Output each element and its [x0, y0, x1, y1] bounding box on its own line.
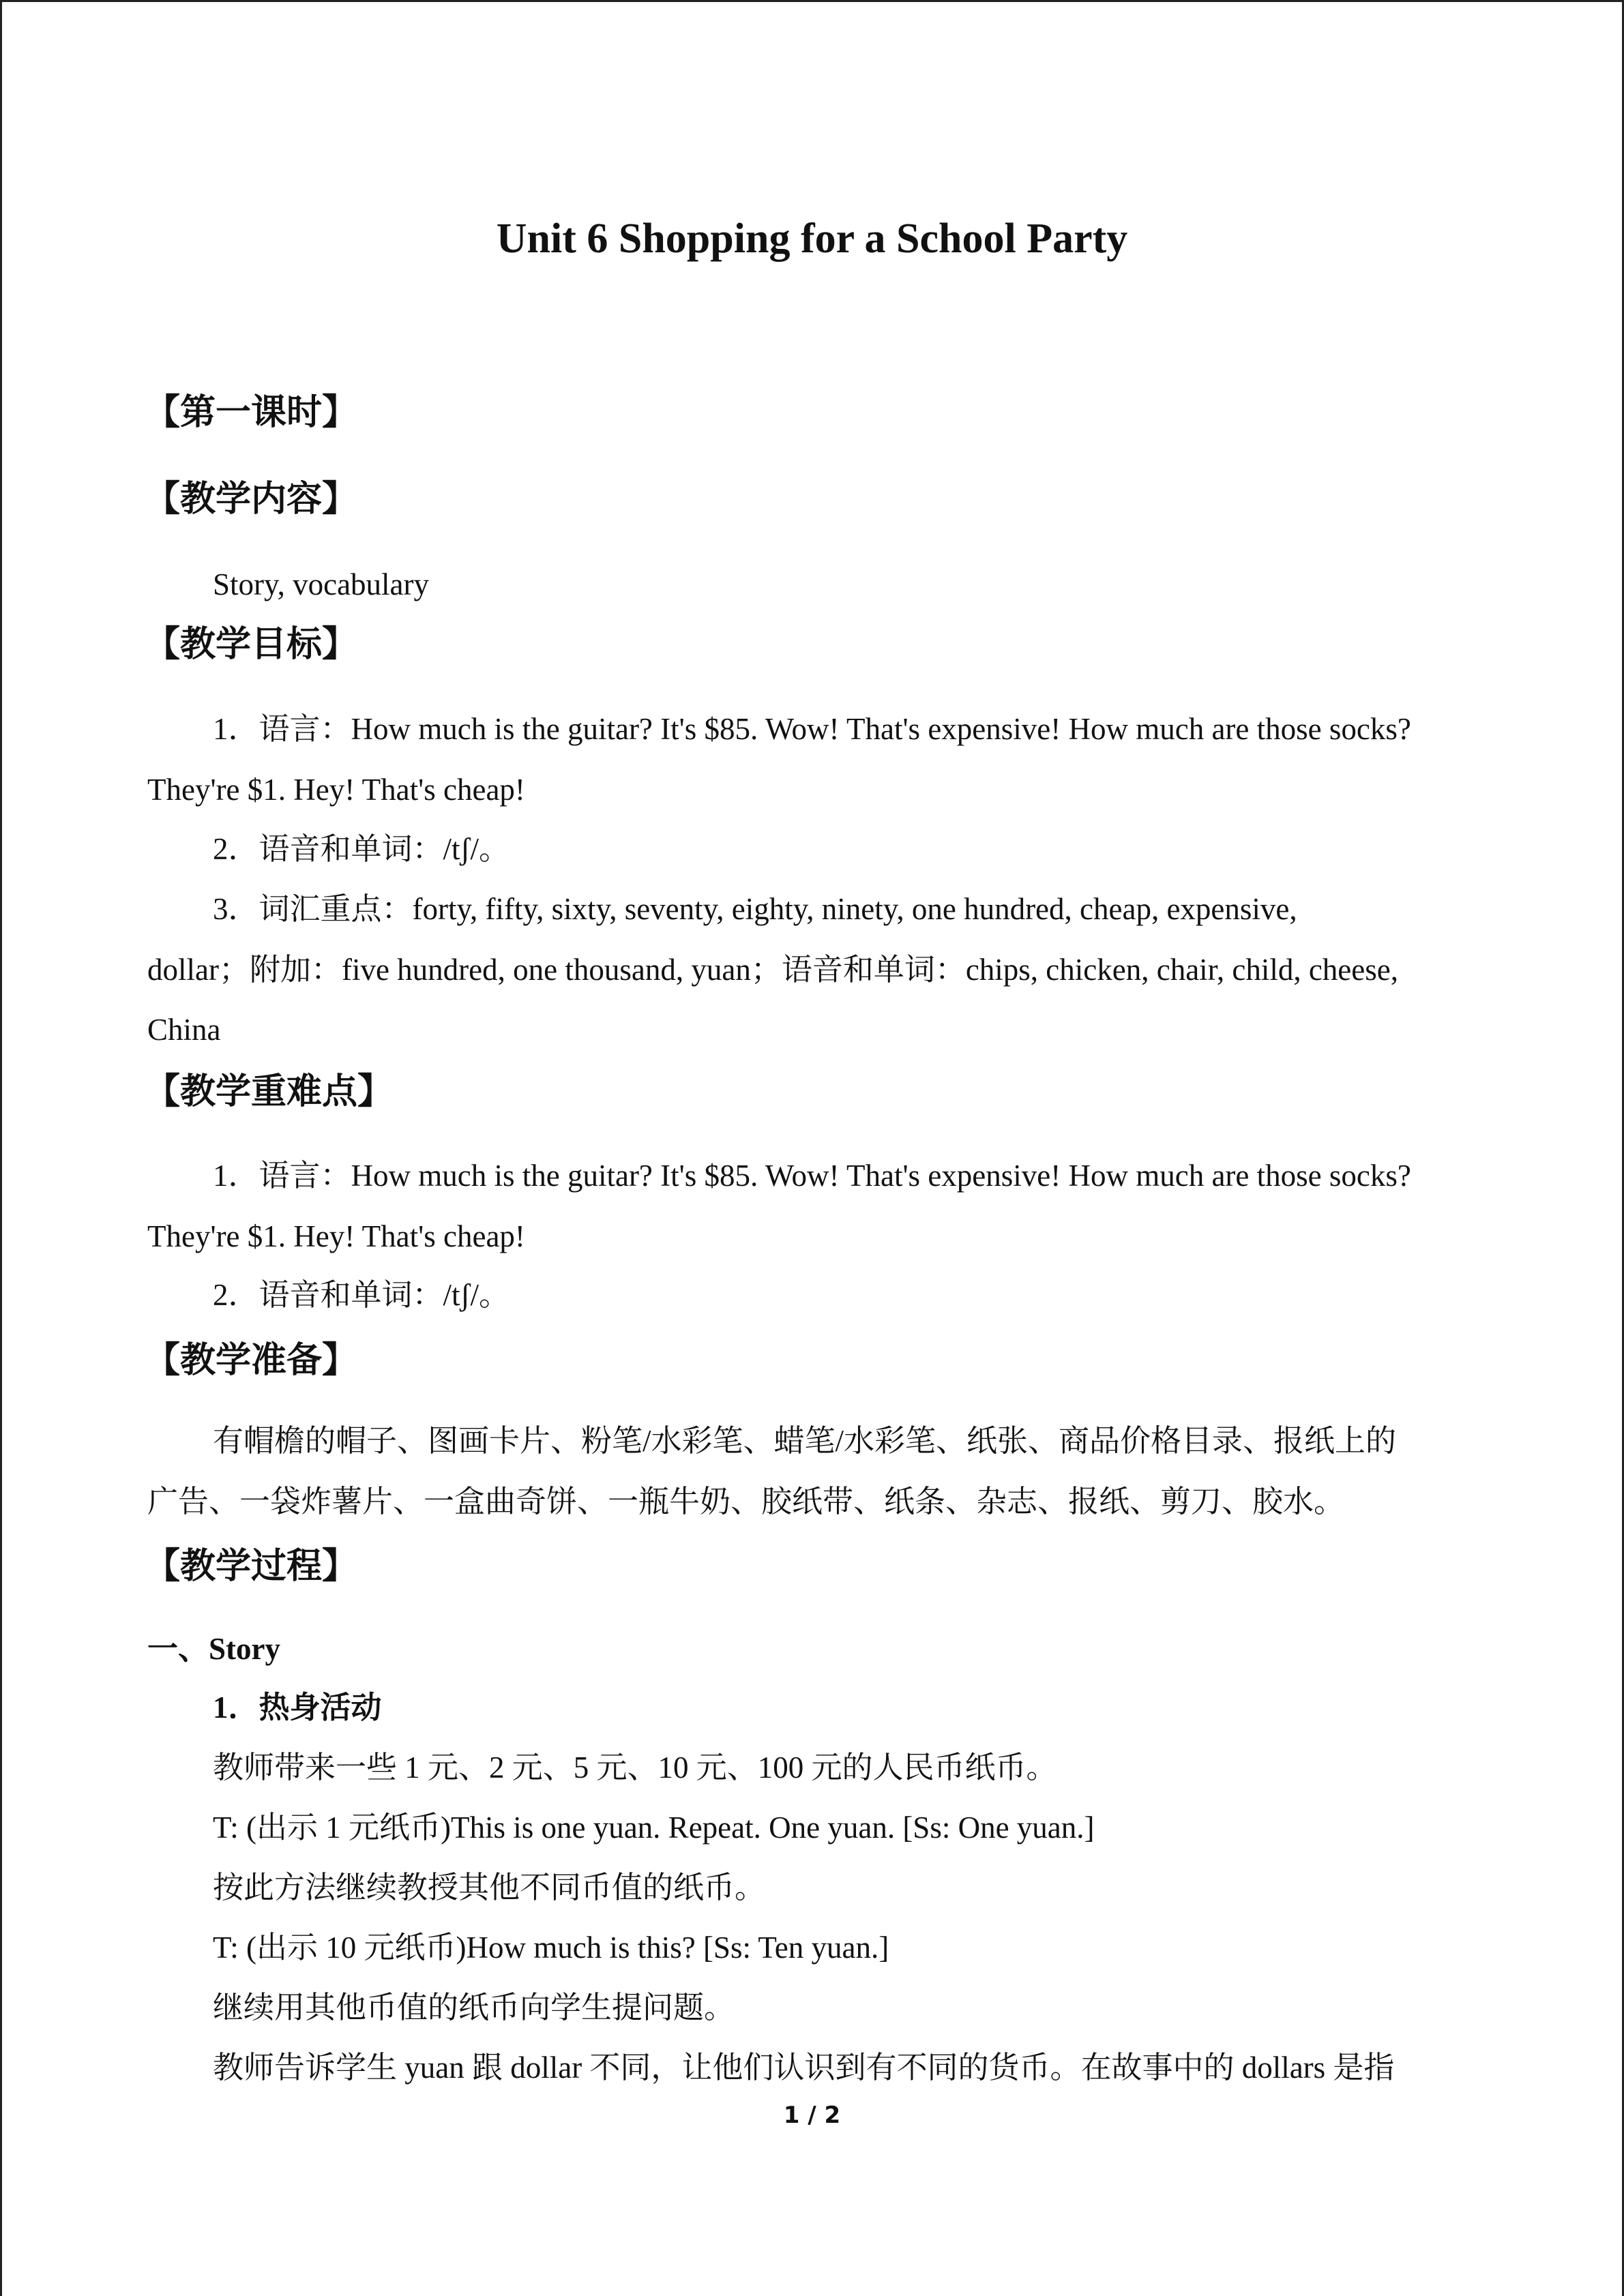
process-paragraph-3: 按此方法继续教授其他不同币值的纸币。: [213, 1870, 766, 1905]
goals-item3-line2: dollar；附加：five hundred, one thousand, yuan；语音和单词：chips, chicken, chair, child, cheese,: [147, 953, 1398, 987]
page-number: 1 / 2: [783, 2102, 841, 2129]
document-title: Unit 6 Shopping for a School Party: [496, 215, 1128, 262]
process-part1-title: 一、Story: [147, 1632, 280, 1666]
process-paragraph-5: 继续用其他币值的纸币向学生提问题。: [213, 1991, 735, 2025]
goals-item3-line3: China: [147, 1013, 221, 1047]
keypoints-item2: 2．语音和单词：/tʃ/。: [213, 1278, 510, 1312]
keypoints-item1-line2: They're $1. Hey! That's cheap!: [147, 1219, 525, 1253]
process-paragraph-4: T: (出示 10 元纸币)How much is this? [Ss: Ten yuan.]: [213, 1930, 889, 1965]
heading-first-lesson: 【第一课时】: [145, 392, 358, 433]
keypoints-item1-line1: 1．语言：How much is the guitar? It's $85. Wow! That's expensive! How much are those socks?: [213, 1159, 1411, 1193]
heading-key-points: 【教学重难点】: [145, 1071, 394, 1112]
heading-preparation: 【教学准备】: [145, 1340, 358, 1381]
process-paragraph-6: 教师告诉学生 yuan 跟 dollar 不同，让他们认识到有不同的货币。在故事中的 dollars 是指: [213, 2051, 1395, 2085]
prep-line1: 有帽檐的帽子、图画卡片、粉笔/水彩笔、蜡笔/水彩笔、纸张、商品价格目录、报纸上的: [213, 1424, 1397, 1458]
process-paragraph-2: T: (出示 1 元纸币)This is one yuan. Repeat. One yuan. [Ss: One yuan.]: [213, 1810, 1095, 1845]
process-paragraph-1: 教师带来一些 1 元、2 元、5 元、10 元、100 元的人民币纸币。: [213, 1750, 1057, 1785]
prep-line2: 广告、一袋炸薯片、一盒曲奇饼、一瓶牛奶、胶纸带、纸条、杂志、报纸、剪刀、胶水。: [147, 1485, 1345, 1519]
heading-teaching-goals: 【教学目标】: [145, 624, 358, 665]
goals-item3-line1: 3．词汇重点：forty, fifty, sixty, seventy, eighty, ninety, one hundred, cheap, expensive,: [213, 892, 1297, 926]
teaching-content-text: Story, vocabulary: [213, 567, 429, 601]
process-step1-title: 1．热身活动: [213, 1690, 382, 1725]
heading-process: 【教学过程】: [145, 1546, 358, 1587]
goals-item2: 2．语音和单词：/tʃ/。: [213, 832, 510, 866]
goals-item1-line2: They're $1. Hey! That's cheap!: [147, 773, 525, 807]
goals-item1-line1: 1．语言：How much is the guitar? It's $85. Wow! That's expensive! How much are those socks?: [213, 712, 1411, 746]
heading-teaching-content: 【教学内容】: [145, 479, 358, 520]
